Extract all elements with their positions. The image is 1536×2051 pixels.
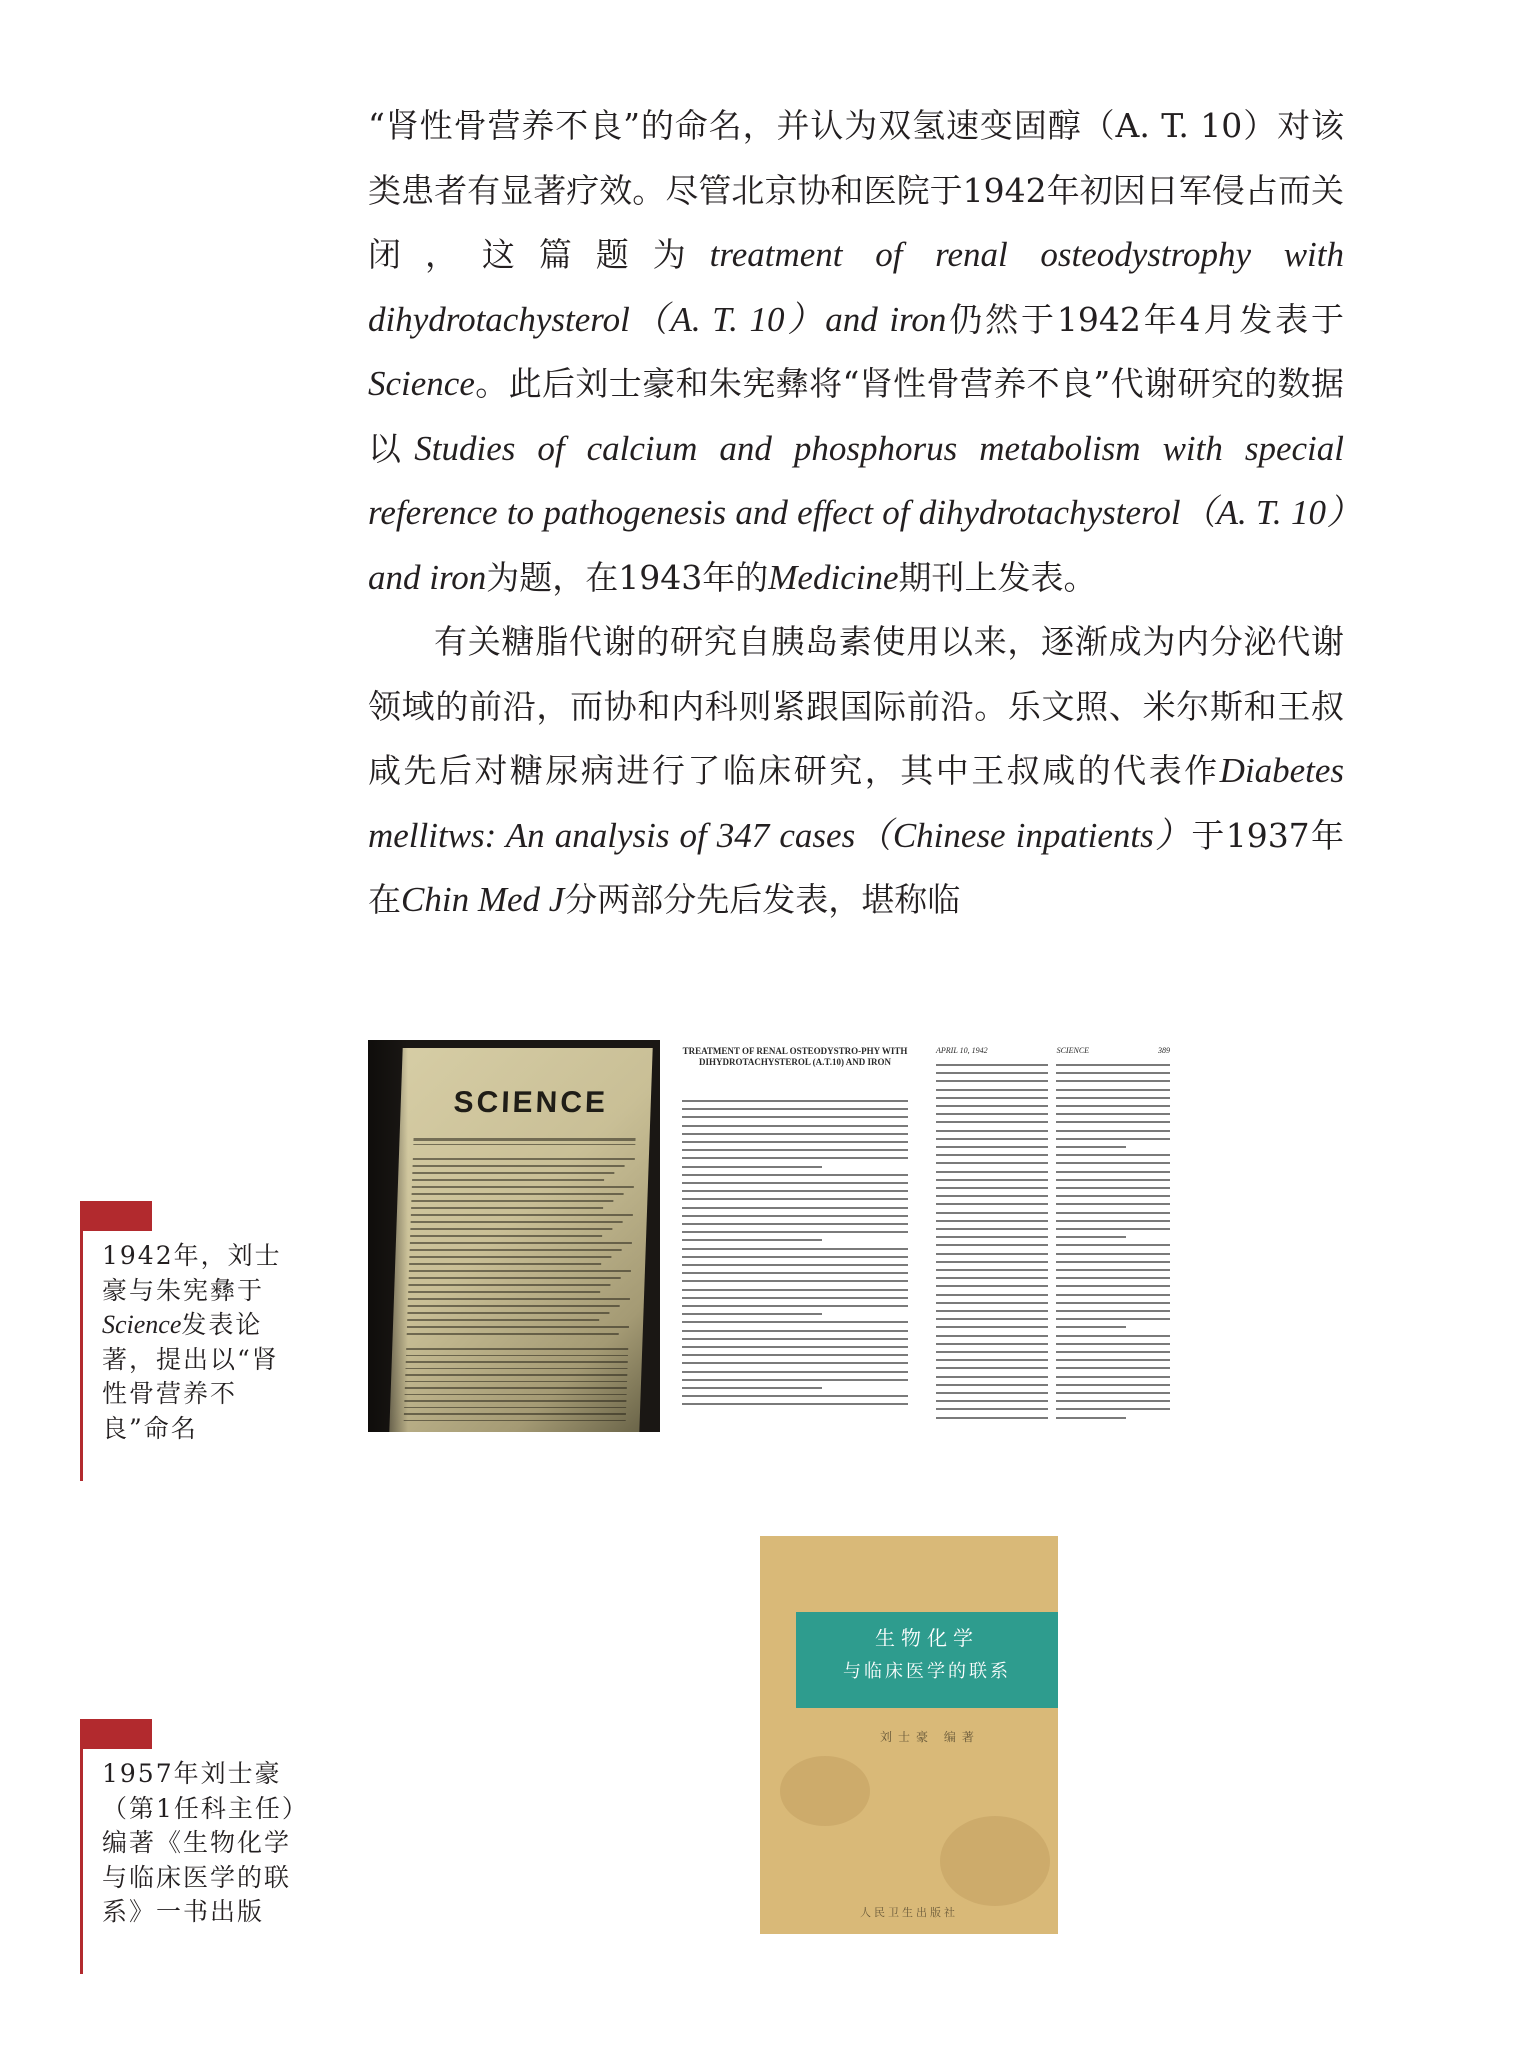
- italic-text-run: treatment of renal osteodystrophy with dihydrotachysterol（A. T. 10）and iron: [368, 235, 1344, 339]
- cover-text-line: [410, 1249, 622, 1251]
- text-line: [1056, 1400, 1170, 1402]
- text-line: [1056, 1072, 1170, 1074]
- text-line: [1056, 1253, 1170, 1255]
- text-line: [936, 1154, 1048, 1156]
- text-line: [936, 1203, 1048, 1205]
- text-line: [1056, 1269, 1170, 1271]
- text-line: [1056, 1089, 1170, 1091]
- text-line: [1056, 1376, 1170, 1378]
- text-run: 1957年刘士豪（第1任科主任）编著《生物化学与临床医学的联系》一书出版: [102, 1759, 297, 1926]
- cover-text-line: [406, 1361, 628, 1363]
- text-line: [682, 1338, 908, 1340]
- text-line: [682, 1272, 908, 1274]
- text-line: [682, 1133, 908, 1135]
- text-run: 发表论著，提出以“肾性骨营养不良”命名: [102, 1310, 279, 1443]
- text-line: [682, 1215, 908, 1217]
- text-run: 有关糖脂代谢的研究自胰岛素使用以来，逐渐成为内分泌代谢领域的前沿，而协和内科则紧跟国际前沿。乐文照、米尔斯和王叔咸先后对糖尿病进行了临床研究，其中王叔咸的代表作: [368, 622, 1344, 790]
- text-line: [1056, 1244, 1170, 1246]
- text-line: [936, 1351, 1048, 1353]
- book-publisher: 人民卫生出版社: [860, 1906, 958, 1919]
- text-line: [936, 1097, 1048, 1099]
- science-cover-photo: [368, 1040, 660, 1432]
- text-line: [936, 1310, 1048, 1312]
- cover-text-line: [409, 1263, 601, 1265]
- text-line: [682, 1141, 908, 1143]
- text-line: [682, 1297, 908, 1299]
- text-line: [682, 1166, 822, 1168]
- text-line: [682, 1379, 908, 1381]
- cover-text-line: [412, 1186, 634, 1188]
- cover-text-line: [410, 1235, 602, 1237]
- text-line: [1056, 1285, 1170, 1287]
- stain: [780, 1756, 870, 1826]
- cover-text-line: [408, 1291, 600, 1293]
- stain: [940, 1816, 1050, 1906]
- text-line: [682, 1100, 908, 1102]
- cover-text-line: [409, 1277, 621, 1279]
- cover-text-line: [404, 1400, 626, 1402]
- caption-1-text: [102, 1239, 302, 1446]
- text-run: “肾性骨营养不良”的命名，并认为双氢速变固醇（A. T. 10）对该类患者有显著疗效。尽管北京协和医院于1942年初因日军侵占而关闭，这篇题为: [368, 106, 1344, 274]
- text-line: [936, 1089, 1048, 1091]
- text-line: [936, 1162, 1048, 1164]
- text-line: [936, 1072, 1048, 1074]
- text-line: [936, 1400, 1048, 1402]
- text-line: [682, 1395, 908, 1397]
- italic-text-run: Medicine: [768, 557, 899, 597]
- text-line: [682, 1264, 908, 1266]
- cover-text-line: [410, 1228, 612, 1230]
- text-line: [936, 1244, 1048, 1246]
- cover-text-line: [409, 1256, 611, 1258]
- book-author: 刘士豪 编著: [880, 1730, 980, 1744]
- text-line: [936, 1220, 1048, 1222]
- cover-text-line: [404, 1420, 626, 1422]
- caption-marker: [80, 1719, 152, 1749]
- caption-rule: [80, 1749, 83, 1974]
- text-line: [1056, 1179, 1170, 1181]
- cover-text-line: [411, 1207, 603, 1209]
- cover-text-line: [411, 1214, 633, 1216]
- caption-2-text: [102, 1757, 302, 1930]
- book-cover-photo: [760, 1536, 1058, 1934]
- text-line: [1056, 1367, 1170, 1369]
- text-line: [1056, 1080, 1170, 1082]
- italic-text-run: Science: [368, 364, 475, 403]
- text-line: [1056, 1277, 1170, 1279]
- text-line: [936, 1187, 1048, 1189]
- text-line: [682, 1371, 908, 1373]
- text-line: [1056, 1359, 1170, 1361]
- text-line: [936, 1417, 1048, 1419]
- text-line: [682, 1149, 908, 1151]
- cover-title: SCIENCE: [453, 1086, 609, 1119]
- text-line: [936, 1113, 1048, 1115]
- cover-text-line: [408, 1298, 630, 1300]
- text-line: [1056, 1121, 1170, 1123]
- text-line: [1056, 1384, 1170, 1386]
- caption-rule: [80, 1231, 83, 1481]
- text-run: 分两部分先后发表，堪称临: [564, 880, 961, 919]
- article-heading: TREATMENT OF RENAL OSTEODYSTRO-PHY WITH DIHYDROTACHYSTEROL (A.T.10) AND IRON: [682, 1046, 908, 1067]
- paragraph-2: [368, 610, 1344, 933]
- book-title-line-2: 与临床医学的联系: [843, 1661, 1011, 1682]
- text-run: 于1937年在: [368, 815, 1345, 919]
- text-line: [682, 1207, 908, 1209]
- text-line: [936, 1064, 1048, 1066]
- text-line: [1056, 1105, 1170, 1107]
- text-line: [682, 1305, 908, 1307]
- text-line: [1056, 1335, 1170, 1337]
- text-line: [936, 1384, 1048, 1386]
- text-line: [682, 1190, 908, 1192]
- cover-text-line: [412, 1172, 614, 1174]
- text-line: [936, 1228, 1048, 1230]
- cover-text-line: [408, 1284, 610, 1286]
- text-line: [936, 1121, 1048, 1123]
- text-line: [682, 1362, 908, 1364]
- text-line: [936, 1343, 1048, 1345]
- text-line: [936, 1318, 1048, 1320]
- cover-text-line: [408, 1305, 620, 1307]
- text-line: [936, 1285, 1048, 1287]
- text-line: [936, 1195, 1048, 1197]
- text-line: [936, 1179, 1048, 1181]
- text-line: [1056, 1318, 1170, 1320]
- text-line: [936, 1261, 1048, 1263]
- cover-text-line: [407, 1326, 629, 1328]
- text-line: [936, 1212, 1048, 1214]
- text-line: [936, 1359, 1048, 1361]
- text-line: [682, 1321, 908, 1323]
- text-line: [1056, 1212, 1170, 1214]
- text-line: [682, 1256, 908, 1258]
- text-line: [682, 1116, 908, 1118]
- text-line: [1056, 1146, 1126, 1148]
- text-line: [682, 1289, 908, 1291]
- text-line: [1056, 1097, 1170, 1099]
- text-line: [936, 1294, 1048, 1296]
- text-line: [936, 1376, 1048, 1378]
- text-line: [936, 1408, 1048, 1410]
- cover-text-line: [412, 1179, 604, 1181]
- text-line: [1056, 1187, 1170, 1189]
- text-line: [1056, 1228, 1170, 1230]
- text-line: [1056, 1195, 1170, 1197]
- cover-rule: [413, 1144, 635, 1145]
- text-line: [682, 1387, 822, 1389]
- body-text: [368, 94, 1344, 933]
- text-line: [682, 1330, 908, 1332]
- article-page-1: [670, 1040, 920, 1432]
- text-line: [1056, 1392, 1170, 1394]
- text-line: [936, 1392, 1048, 1394]
- caption-block-2: [80, 1719, 302, 1930]
- text-run: 为题，在1943年的: [486, 557, 769, 597]
- cover-text-line: [406, 1348, 628, 1350]
- cover-text-line: [407, 1312, 609, 1314]
- text-line: [682, 1403, 908, 1405]
- cover-text-line: [405, 1394, 627, 1396]
- text-line: [682, 1248, 908, 1250]
- text-line: [936, 1302, 1048, 1304]
- text-line: [1056, 1154, 1170, 1156]
- text-line: [1056, 1343, 1170, 1345]
- cover-text-line: [407, 1333, 619, 1335]
- text-line: [682, 1182, 908, 1184]
- text-line: [682, 1157, 908, 1159]
- cover-text-line: [405, 1368, 627, 1370]
- cover-text-line: [407, 1319, 599, 1321]
- text-line: [936, 1326, 1048, 1328]
- text-line: [1056, 1171, 1170, 1173]
- text-line: [936, 1236, 1048, 1238]
- caption-marker: [80, 1201, 152, 1231]
- text-line: [936, 1146, 1048, 1148]
- cover-text-line: [413, 1158, 635, 1160]
- text-line: [1056, 1203, 1170, 1205]
- text-line: [1056, 1408, 1170, 1410]
- italic-text-run: Chin Med J: [401, 880, 565, 919]
- running-head: [936, 1046, 1170, 1055]
- cover-text-line: [404, 1407, 626, 1409]
- cover-text-line: [413, 1165, 625, 1167]
- text-line: [936, 1277, 1048, 1279]
- text-line: [1056, 1351, 1170, 1353]
- cover-text-line: [405, 1387, 627, 1389]
- text-run: 期刊上发表。: [898, 557, 1097, 597]
- text-line: [1056, 1113, 1170, 1115]
- text-line: [682, 1231, 908, 1233]
- text-line: [1056, 1236, 1126, 1238]
- text-line: [1056, 1326, 1126, 1328]
- article-page-2: [928, 1040, 1178, 1432]
- italic-text-run: Diabetes mellitws: An analysis of 347 cases（Chinese inpatients）: [368, 751, 1344, 855]
- text-line: [936, 1335, 1048, 1337]
- text-line: [682, 1125, 908, 1127]
- cover-text-line: [404, 1413, 626, 1415]
- text-line: [936, 1253, 1048, 1255]
- cover-text-line: [405, 1381, 627, 1383]
- book-title-line-1: 生物化学: [875, 1626, 979, 1650]
- text-line: [1056, 1138, 1170, 1140]
- text-line: [1056, 1294, 1170, 1296]
- paragraph-1: [368, 94, 1344, 610]
- text-run: 1942年，刘士豪与朱宪彝于: [102, 1241, 282, 1305]
- text-run: 仍然于1942年4月发表于: [946, 299, 1344, 339]
- shadow: [368, 1040, 408, 1432]
- cover-rule: [413, 1138, 635, 1141]
- text-line: [682, 1313, 822, 1315]
- italic-text-run: Science: [102, 1310, 182, 1339]
- text-line: [1056, 1302, 1170, 1304]
- text-line: [1056, 1064, 1170, 1066]
- text-line: [1056, 1220, 1170, 1222]
- text-line: [936, 1269, 1048, 1271]
- cover-text-line: [411, 1221, 623, 1223]
- text-line: [682, 1198, 908, 1200]
- cover-page: [389, 1048, 652, 1432]
- text-line: [1056, 1261, 1170, 1263]
- text-line: [682, 1174, 908, 1176]
- text-line: [682, 1239, 822, 1241]
- cover-text-line: [405, 1374, 627, 1376]
- text-line: [936, 1080, 1048, 1082]
- running-page: 389: [1158, 1046, 1170, 1055]
- caption-block-1: [80, 1201, 302, 1446]
- text-line: [1056, 1417, 1126, 1419]
- text-line: [936, 1171, 1048, 1173]
- italic-text-run: Studies of calcium and phosphorus metabolism with special reference to pathogenesis and effect of dihydrotachysterol（A. T. 10）and iron: [368, 428, 1345, 597]
- cover-text-line: [409, 1270, 631, 1272]
- text-line: [682, 1346, 908, 1348]
- text-line: [1056, 1130, 1170, 1132]
- text-line: [936, 1105, 1048, 1107]
- cover-text-line: [410, 1242, 632, 1244]
- text-line: [1056, 1162, 1170, 1164]
- text-line: [682, 1108, 908, 1110]
- cover-text-line: [406, 1355, 628, 1357]
- text-line: [936, 1367, 1048, 1369]
- text-line: [682, 1280, 908, 1282]
- text-line: [682, 1223, 908, 1225]
- text-line: [936, 1130, 1048, 1132]
- running-date: APRIL 10, 1942: [936, 1046, 988, 1055]
- text-line: [682, 1354, 908, 1356]
- text-run: 。此后刘士豪和朱宪彝将“肾性骨营养不良”代谢研究的数据以: [368, 364, 1344, 468]
- text-line: [1056, 1310, 1170, 1312]
- cover-text-line: [411, 1200, 613, 1202]
- running-journal: SCIENCE: [1056, 1046, 1090, 1055]
- text-line: [936, 1138, 1048, 1140]
- cover-text-line: [412, 1193, 624, 1195]
- book-title-band: [796, 1612, 1058, 1708]
